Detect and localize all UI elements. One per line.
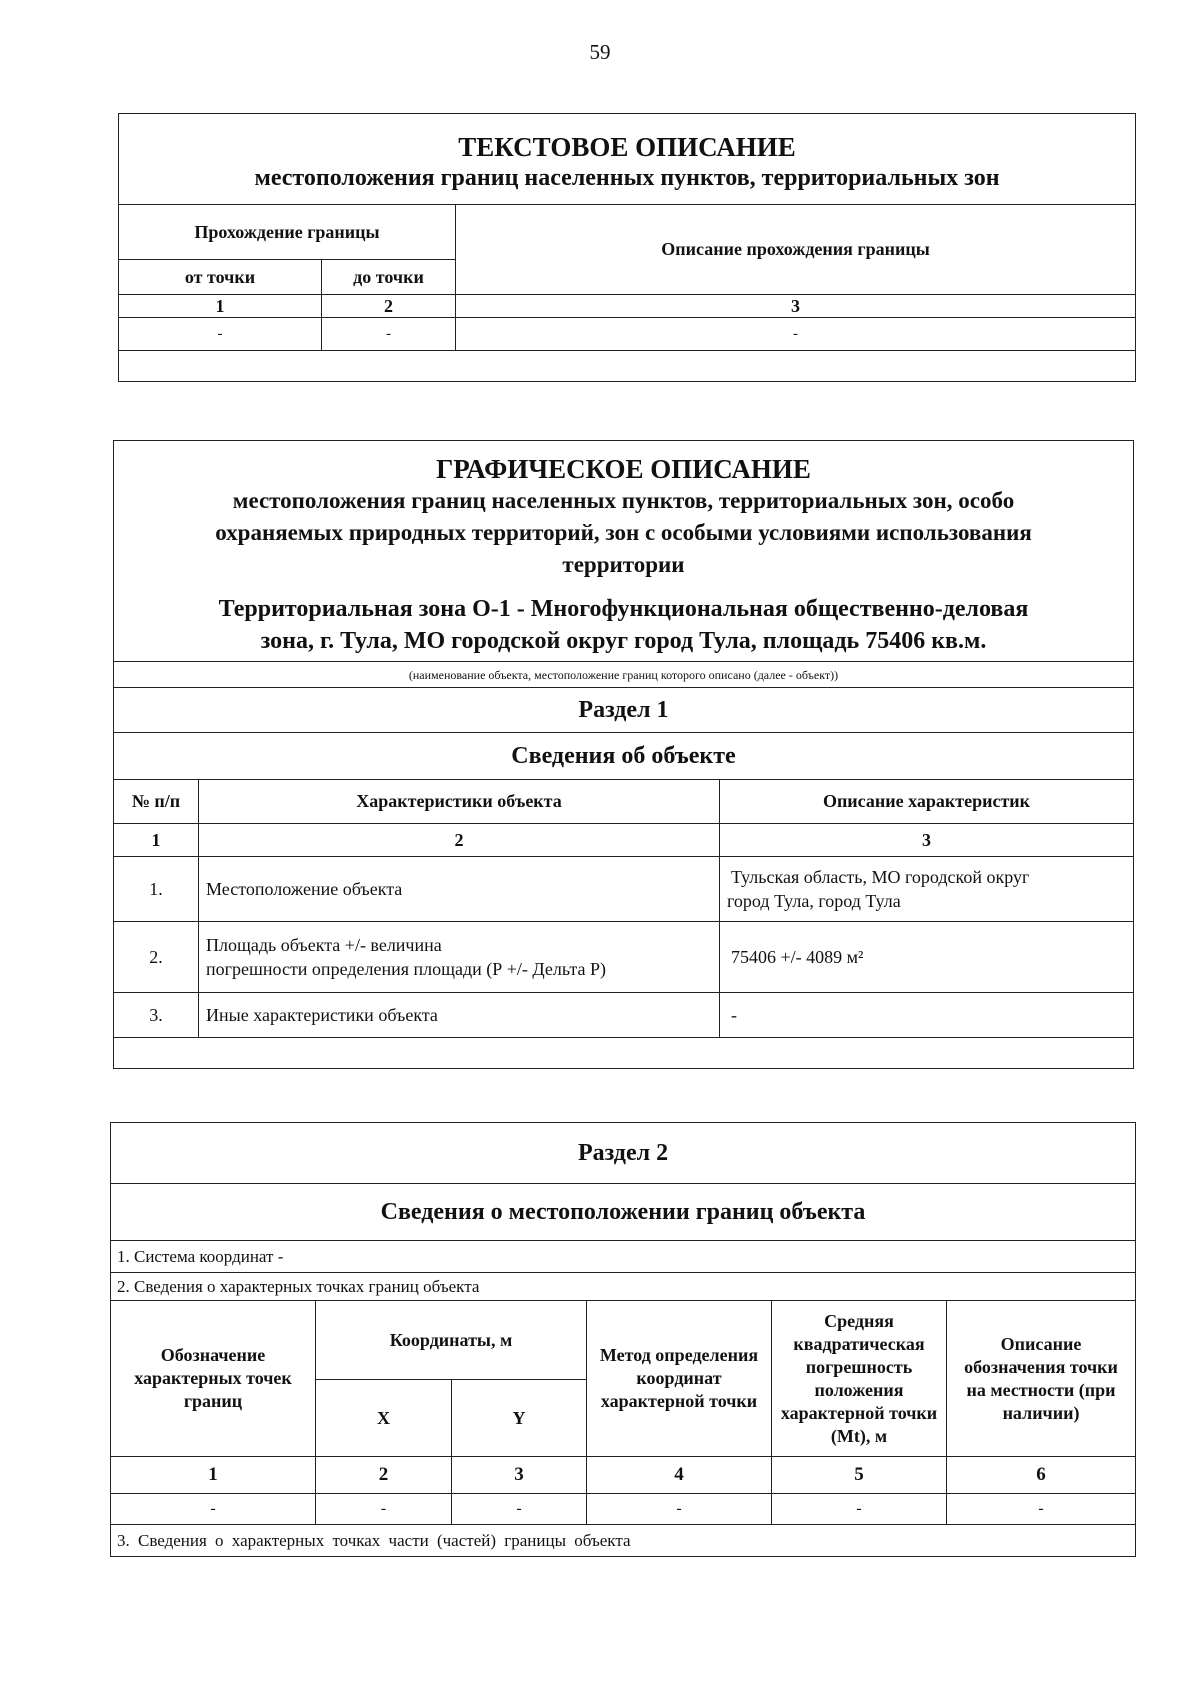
num-cell: 3	[452, 1457, 587, 1494]
row-char: Иные характеристики объекта	[199, 993, 720, 1038]
col-passage: Прохождение границы	[119, 205, 456, 260]
graphic-title-cell	[114, 441, 1134, 662]
page-number: 59	[589, 40, 611, 64]
col-char: Характеристики объекта	[199, 780, 720, 824]
row-num: 1.	[114, 857, 199, 922]
empty-row	[114, 1038, 1134, 1069]
num-cell: 5	[772, 1457, 947, 1494]
num-cell: 3	[456, 295, 1136, 318]
col-desc: Описание обозначения точки на местности (при наличии)	[947, 1301, 1136, 1457]
section1-subtitle: Сведения об объекте	[114, 733, 1134, 780]
row-num: 2.	[114, 922, 199, 993]
row-desc: -	[720, 993, 1134, 1038]
section2-title: Раздел 2	[111, 1123, 1136, 1184]
dash-cell: -	[456, 318, 1136, 351]
section2-subtitle: Сведения о местоположении границ объекта	[111, 1184, 1136, 1241]
textual-subtitle: местоположения границ населенных пунктов, территориальных зон	[254, 165, 1000, 191]
num-cell: 2	[322, 295, 456, 318]
col-method: Метод определения координат характерной точки	[587, 1301, 772, 1457]
dash-cell: -	[322, 318, 456, 351]
dash-cell: -	[119, 318, 322, 351]
dash-cell: -	[111, 1494, 316, 1525]
graphic-description-table	[113, 440, 1134, 1069]
dash-cell: -	[316, 1494, 452, 1525]
row-char: Местоположение объекта	[199, 857, 720, 922]
dash-cell: -	[452, 1494, 587, 1525]
row-desc: 75406 +/- 4089 м²	[720, 922, 1134, 993]
num-cell: 6	[947, 1457, 1136, 1494]
num-cell: 2	[316, 1457, 452, 1494]
graphic-subtitle: охраняемых природных территорий, зон с особыми условиями использования	[215, 520, 1032, 545]
textual-title: ТЕКСТОВОЕ ОПИСАНИЕ	[458, 132, 796, 162]
num-cell: 4	[587, 1457, 772, 1494]
col-x: X	[316, 1380, 452, 1457]
num-cell: 3	[720, 824, 1134, 857]
col-num: № п/п	[114, 780, 199, 824]
section1-title: Раздел 1	[114, 688, 1134, 733]
num-cell: 1	[111, 1457, 316, 1494]
dash-cell: -	[947, 1494, 1136, 1525]
col-coords: Координаты, м	[316, 1301, 587, 1380]
empty-row	[119, 351, 1136, 382]
num-cell: 1	[119, 295, 322, 318]
col-y: Y	[452, 1380, 587, 1457]
points-heading: 2. Сведения о характерных точках границ объекта	[111, 1273, 1136, 1301]
col-error: Средняя квадратическая погрешность положения характерной точки (Mt), м	[772, 1301, 947, 1457]
textual-title-cell	[119, 114, 1136, 205]
col-from: от точки	[119, 260, 322, 295]
textual-description-table	[118, 113, 1136, 382]
dash-cell: -	[772, 1494, 947, 1525]
col-description: Описание прохождения границы	[456, 205, 1136, 295]
section2-table	[110, 1122, 1136, 1557]
graphic-subtitle: местоположения границ населенных пунктов, территориальных зон, особо	[232, 488, 1015, 513]
col-to: до точки	[322, 260, 456, 295]
coord-system: 1. Система координат -	[111, 1241, 1136, 1273]
graphic-title: ГРАФИЧЕСКОЕ ОПИСАНИЕ	[436, 454, 811, 484]
row-desc: Тульская область, МО городской округ город Тула, город Тула	[720, 857, 1134, 922]
part-heading: 3. Сведения о характерных точках части (частей) границы объекта	[111, 1525, 1136, 1557]
num-cell: 1	[114, 824, 199, 857]
row-num: 3.	[114, 993, 199, 1038]
object-name: зона, г. Тула, МО городской округ город Тула, площадь 75406 кв.м.	[260, 628, 987, 654]
row-char: Площадь объекта +/- величина погрешности определения площади (Р +/- Дельта Р)	[199, 922, 720, 993]
col-desc: Описание характеристик	[720, 780, 1134, 824]
col-designation: Обозначение характерных точек границ	[111, 1301, 316, 1457]
dash-cell: -	[587, 1494, 772, 1525]
object-name: Территориальная зона О-1 - Многофункциональная общественно-деловая	[218, 596, 1029, 622]
object-note: (наименование объекта, местоположение границ которого описано (далее - объект))	[114, 662, 1134, 688]
num-cell: 2	[199, 824, 720, 857]
graphic-subtitle: территории	[562, 552, 685, 577]
